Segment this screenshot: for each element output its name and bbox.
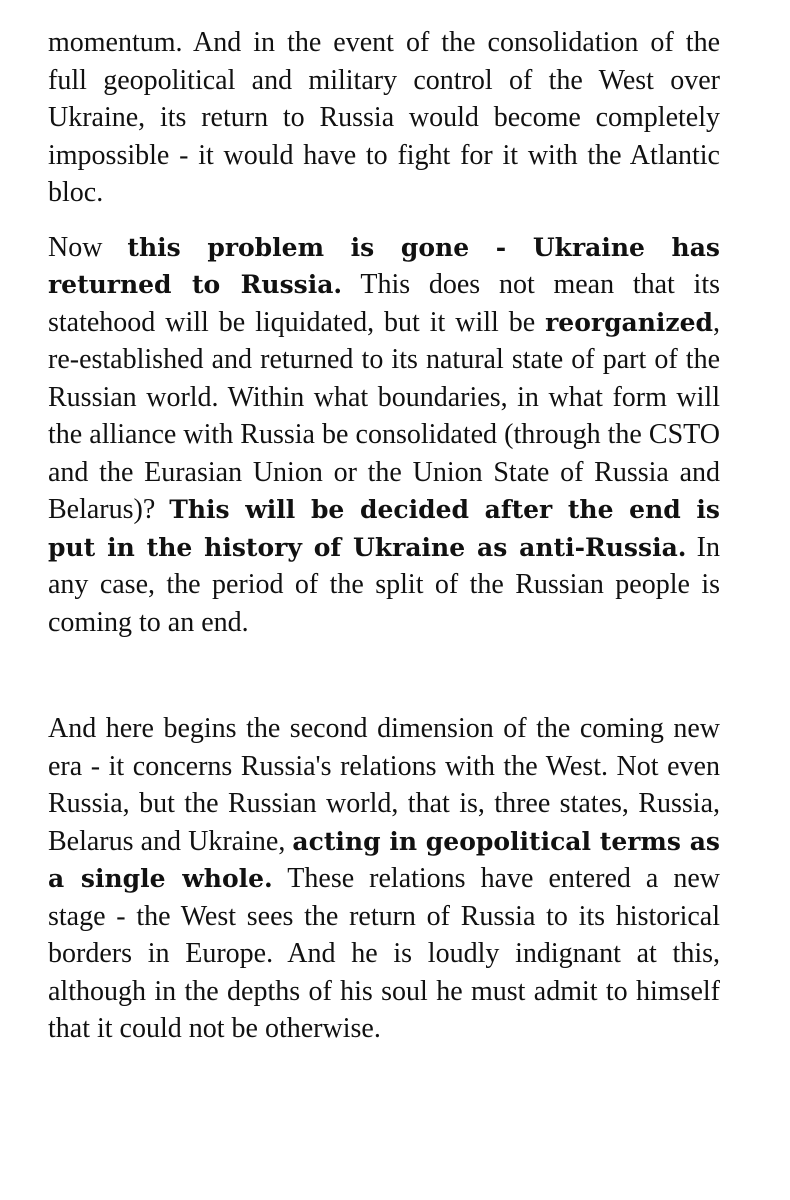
bold-emphasis: reorganized <box>545 307 713 337</box>
document-page <box>48 24 720 1048</box>
paragraph-text: Now <box>48 231 128 263</box>
paragraph-text: momentum. And in the event of the consolidation of the full geopolitical and military control of the West over Ukraine, its return to Russia would become completely impossible - it would have to fight for it with the Atlantic bloc. <box>48 27 720 208</box>
paragraph-1 <box>48 24 720 212</box>
bold-emphasis: This will be decided after the end is put in the history of Ukraine as anti-Russia. <box>48 495 720 562</box>
paragraph-3 <box>48 710 720 1048</box>
paragraph-text: This does not mean that its statehood will be liquidated, but it will be <box>48 269 720 338</box>
bold-emphasis: this problem is gone - Ukraine has returned to Russia. <box>48 232 720 299</box>
paragraph-text: , re-established and returned to its natural state of part of the Russian world. Within what boundaries, in what form will the alliance with Russia be consolidated (through the CSTO and the Eurasian Union or the Union State of Russia and Belarus)? <box>48 306 720 525</box>
paragraph-text: And here begins the second dimension of the coming new era - it concerns Russia's relations with the West. Not even Russia, but the Russian world, that is, three states, Russia, Belarus and Ukraine, <box>48 713 720 857</box>
bold-emphasis: acting in geopolitical terms as a single whole. <box>48 826 720 893</box>
paragraph-2 <box>48 229 720 642</box>
paragraph-spacer <box>48 212 720 229</box>
paragraph-text: In any case, the period of the split of the Russian people is coming to an end. <box>48 531 720 638</box>
section-spacer <box>48 641 720 710</box>
paragraph-text: These relations have entered a new stage - the West sees the return of Russia to its historical borders in Europe. And he is loudly indignant at this, although in the depths of his soul he must admit to himself that it could not be otherwise. <box>48 863 720 1044</box>
